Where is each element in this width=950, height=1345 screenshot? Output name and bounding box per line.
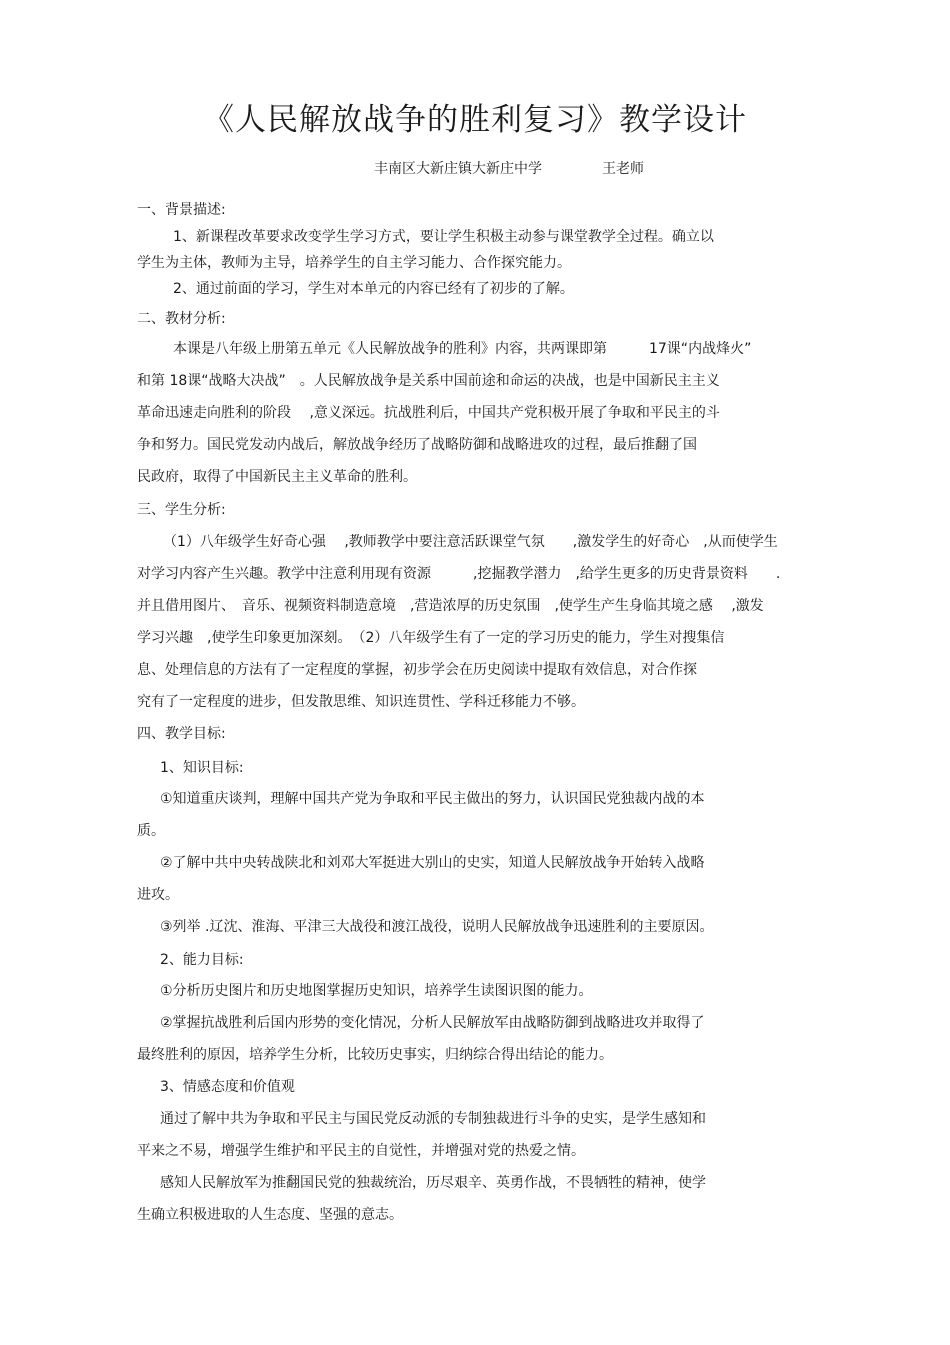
paragraph-line: 革命迅速走向胜利的阶段 ,意义深远。抗战胜利后，中国共产党积极开展了争取和平民主的斗 bbox=[137, 405, 720, 421]
paragraph-line: 息、处理信息的方法有了一定程度的掌握，初步学会在历史阅读中提取有效信息，对合作探 bbox=[137, 662, 697, 678]
paragraph-line: 生确立积极进取的人生态度、坚强的意志。 bbox=[137, 1207, 403, 1223]
paragraph-line: 通过了解中共为争取和平民主与国民党反动派的专制独裁进行斗争的史实，是学生感知和 bbox=[160, 1111, 706, 1127]
paragraph-line: ②掌握抗战胜利后国内形势的变化情况，分析人民解放军由战略防御到战略进攻并取得了 bbox=[160, 1015, 705, 1031]
section-heading-background: 一、背景描述: bbox=[137, 202, 226, 218]
author-line bbox=[374, 158, 644, 178]
paragraph-line: 2、通过前面的学习，学生对本单元的内容已经有了初步的了解。 bbox=[173, 281, 574, 297]
paragraph-line: 感知人民解放军为推翻国民党的独裁统治，历尽艰辛、英勇作战，不畏牺牲的精神，使学 bbox=[160, 1175, 706, 1191]
teacher-name: 王老师 bbox=[602, 161, 644, 177]
paragraph-line: 学生为主体，教师为主导，培养学生的自主学习能力、合作探究能力。 bbox=[137, 255, 571, 271]
paragraph-line: 本课是八年级上册第五单元《人民解放战争的胜利》内容，共两课即第 17课“内战烽火” bbox=[173, 341, 752, 357]
section-heading-students: 三、学生分析: bbox=[137, 502, 226, 518]
section-heading-textbook: 二、教材分析: bbox=[137, 311, 226, 327]
paragraph-line: ①分析历史图片和历史地图掌握历史知识，培养学生读图识图的能力。 bbox=[160, 983, 593, 999]
paragraph-line: 争和努力。国民党发动内战后，解放战争经历了战略防御和战略进攻的过程，最后推翻了国 bbox=[137, 437, 697, 453]
subheading-knowledge: 1、知识目标: bbox=[160, 760, 244, 776]
paragraph-line: 平来之不易，增强学生维护和平民主的自觉性，并增强对党的热爱之情。 bbox=[137, 1143, 585, 1159]
paragraph-line: （1）八年级学生好奇心强 ,教师教学中要注意活跃课堂气氛 ,激发学生的好奇心 ,从而使学生 bbox=[163, 534, 778, 550]
subheading-ability: 2、能力目标: bbox=[160, 952, 244, 968]
paragraph-line: 质。 bbox=[137, 823, 165, 839]
paragraph-line: 进攻。 bbox=[137, 887, 179, 903]
paragraph-line: 民政府，取得了中国新民主主义革命的胜利。 bbox=[137, 469, 417, 485]
paragraph-line: 究有了一定程度的进步，但发散思维、知识连贯性、学科迁移能力不够。 bbox=[137, 694, 585, 710]
paragraph-line: 并且借用图片、 音乐、视频资料制造意境 ,营造浓厚的历史氛围 ,使学生产生身临其境之感 ,激发 bbox=[137, 598, 764, 614]
school-name: 丰南区大新庄镇大新庄中学 bbox=[374, 161, 542, 177]
paragraph-line: ②了解中共中央转战陕北和刘邓大军挺进大别山的史实，知道人民解放战争开始转入战略 bbox=[160, 855, 705, 871]
paragraph-line: 学习兴趣 ,使学生印象更加深刻。 （2）八年级学生有了一定的学习历史的能力，学生对搜集信 bbox=[137, 630, 725, 646]
paragraph-line: 1、新课程改革要求改变学生学习方式，要让学生积极主动参与课堂教学全过程。确立以 bbox=[173, 229, 714, 245]
paragraph-line: 和第 18课“战略大决战” 。人民解放战争是关系中国前途和命运的决战，也是中国新民主主义 bbox=[137, 373, 720, 389]
document-title: 《人民解放战争的胜利复习》教学设计 bbox=[203, 102, 747, 138]
paragraph-line: ①知道重庆谈判，理解中国共产党为争取和平民主做出的努力，认识国民党独裁内战的本 bbox=[160, 791, 705, 807]
paragraph-line: ③列举 .辽沈、淮海、平津三大战役和渡江战役，说明人民解放战争迅速胜利的主要原因。 bbox=[160, 919, 714, 935]
paragraph-line: 最终胜利的原因，培养学生分析，比较历史事实，归纳综合得出结论的能力。 bbox=[137, 1047, 613, 1063]
paragraph-line: 对学习内容产生兴趣。教学中注意利用现有资源 ,挖掘教学潜力 ,给学生更多的历史背景资料 . bbox=[137, 566, 781, 582]
section-heading-objectives: 四、教学目标: bbox=[137, 726, 226, 742]
subheading-attitude: 3、情感态度和价值观 bbox=[160, 1079, 295, 1095]
